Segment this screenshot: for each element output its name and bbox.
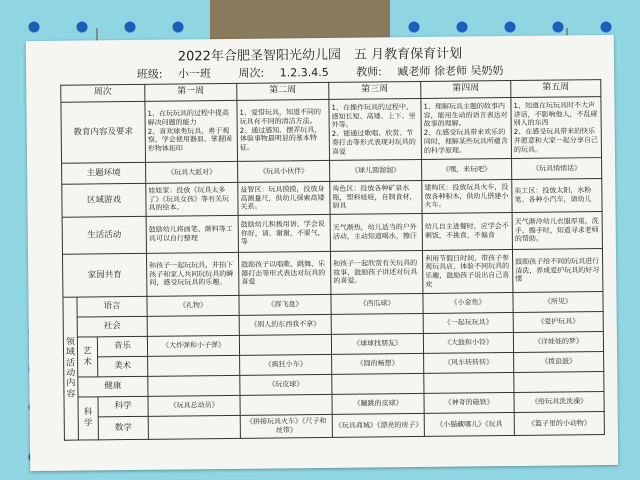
week-header-2: 第二周	[237, 82, 329, 100]
life-cell: 鼓励幼儿将画笔、颜料等工具可以自行整理	[146, 215, 238, 253]
life-row	[62, 212, 602, 255]
content-label: 教育内容及要求	[61, 101, 146, 163]
domain-cell	[424, 372, 514, 393]
science-label: 科学	[78, 397, 98, 440]
class-value: 小一班	[177, 67, 212, 81]
home-label: 家园共育	[62, 253, 146, 297]
content-cell: 1、知道在玩玩具时不大声讲话，不影响他人，不乱碰别人的东西 2、在感受玩具带来的快乐并愿意和大家一起分享自己的玩具。	[511, 97, 602, 159]
theme-cell: 《嘿，来玩吧》	[422, 159, 512, 181]
plan-sheet	[26, 35, 618, 471]
area-cell: 美工区：投放太阳，水粉笔、各种小汽车，请幼儿	[512, 179, 602, 213]
domain-cell	[332, 373, 424, 394]
domain-cell: 《给玩具洗洗澡》	[514, 392, 604, 413]
content-cell: 1、爱惜玩具，知道不同的玩具有不同的清洁方法。 2、通过感知、摆弄玩具，体验事物最明显的基本特征。	[237, 99, 330, 161]
week-header-4: 第四周	[421, 81, 511, 99]
plan-table	[60, 79, 605, 441]
domain-cell: 《所见》	[513, 292, 603, 313]
content-cell: 1、理解玩具主题的故事内容，能用生动的语言表达对故事的理解。 2、在感受玩具带来欢乐的同时，理解某些玩具所蕴含的科学原理。	[421, 98, 512, 160]
theme-cell: 《球儿圆溜溜》	[330, 159, 422, 181]
art-label: 艺术	[77, 337, 97, 377]
home-cell: 利用节假日时间，带孩子参观玩具店，体验不同玩具的乐趣，鼓励孩子说出自己喜欢	[422, 250, 512, 294]
home-cell: 鼓励孩子给不同的玩具进行清洗，养成爱护玩具的好习惯	[512, 249, 602, 293]
domain-cell: 《拨浪鼓》	[514, 352, 604, 373]
domain-cell: 《别人的东西我不拿》	[239, 314, 331, 335]
domain-cell	[514, 372, 604, 393]
content-row	[61, 97, 602, 164]
domain-cell: 《一起玩玩具》	[423, 313, 513, 334]
domain-cell: 《挥飞盘》	[239, 294, 331, 315]
domain-cell: 《篮子里的小动物》	[514, 412, 604, 436]
life-cell: 幼儿自主进餐时，应学会不剩饭，不挑食，不偏食	[422, 213, 512, 251]
domain-cell: 《风车转转转》	[424, 352, 514, 373]
life-label: 生活活动	[62, 216, 146, 254]
content-cell: 1、在操作玩具的过程中，感知长短、高矮、上下、里外等。 2、能通过歌唱、欣赏、节奏打击等形式表现对玩具的喜爱	[329, 98, 422, 160]
teacher-value: 臧老师 徐老师 吴奶奶	[397, 64, 504, 79]
domain-label: 语言	[77, 296, 147, 317]
week-header-1: 第一周	[145, 83, 237, 101]
home-cell: 和孩子一起玩玩具，并拍下孩子和家人共同玩玩具的瞬间，感受玩玩具的乐趣。	[146, 252, 238, 296]
theme-cell: 《玩具小伙伴》	[238, 160, 330, 182]
domain-cell	[147, 315, 239, 336]
domain-cell: 《玩具商城》《漂亮的房子》	[332, 413, 424, 437]
home-row	[62, 249, 602, 298]
corner-cell: 周次	[61, 84, 145, 102]
domain-cell: 《球球找朋友》	[331, 333, 423, 354]
area-label: 区域游戏	[62, 183, 146, 217]
domain-cell: 《玩具总动员》	[148, 395, 240, 416]
wood-wall	[210, 0, 390, 40]
domain-cell: 《疯狂小车》	[240, 354, 332, 375]
domain-cell: 《洋娃娃的梦》	[513, 332, 603, 353]
domain-cell	[148, 415, 240, 439]
class-label: 班级:	[136, 67, 163, 81]
theme-cell: 《玩具悄悄话》	[512, 158, 602, 180]
domain-cell: 《大鼓和小铃》	[423, 333, 513, 354]
domain-label: 健康	[78, 376, 148, 397]
domain-cell: 《爱护玩具》	[513, 312, 603, 333]
domain-row-math	[64, 412, 604, 441]
domain-label: 数学	[98, 416, 148, 440]
domain-cell	[331, 313, 423, 334]
domain-cell	[148, 375, 240, 396]
teacher-label: 教师:	[356, 65, 382, 79]
theme-cell: 《玩具大派对》	[146, 161, 238, 183]
domain-cell: 《蹦跳的皮球》	[332, 393, 424, 414]
domain-cell: 《拼接玩具火车》《尺子和丝带》	[240, 414, 332, 438]
area-cell: 建构区：投放玩具火车，投放各种积木，供幼儿搭建小火车。	[422, 180, 512, 214]
domain-cell: 《小猫藏哪儿》《玩具	[424, 412, 514, 436]
life-cell: 天气渐冷幼儿衣服厚重，洗手、擦手时，知道寻求老师的帮助。	[512, 212, 602, 250]
area-cell: 娃娃家：投放《玩具太多了》《玩具女孩》等有关玩具的绘本。	[146, 182, 238, 216]
home-cell: 鼓励孩子以唱歌、跳舞、乐器打击等形式表达对玩具的喜爱	[238, 251, 330, 295]
weeks-label: 周次:	[238, 66, 265, 80]
domain-label: 美术	[98, 356, 148, 377]
domain-cell: 《圆的畅想》	[332, 353, 424, 374]
content-cell: 1、在玩玩具的过程中提高解决问题的能力 2、喜欢球类玩具，善于观察，学会使用器皿、掌握固形物体拓印	[145, 100, 238, 162]
domain-label: 科学	[98, 396, 148, 417]
domain-cell: 《大炸弹和小子弹》	[147, 335, 239, 356]
plan-title: 2022年合肥圣智阳光幼儿园 五 月教育保育计划	[177, 46, 463, 65]
domain-cell: 《小金鱼》	[423, 293, 513, 314]
domain-cell: 《礼物》	[147, 295, 239, 316]
domain-section-label: 领域活动内容	[63, 297, 78, 440]
weeks-value: 1.2.3.4.5	[279, 65, 329, 80]
domain-cell	[148, 355, 240, 376]
life-cell: 鼓励幼儿积极用语、学会说你好，请，谢谢，不要气，等	[238, 214, 330, 252]
life-cell: 天气渐热，幼儿适当的户外活动，主动知道喝水，擦汗	[330, 213, 422, 251]
domain-cell	[240, 394, 332, 415]
domain-cell: 《神奇的磁铁》	[424, 392, 514, 413]
week-header-3: 第三周	[329, 81, 421, 99]
area-cell: 角色区：投放各种矿泉水瓶，塑料娃娃，自制食材，厨具	[330, 180, 422, 214]
home-cell: 和孩子一起欣赏有关玩具的故事，鼓励孩子讲述对玩具的喜爱。	[330, 250, 422, 294]
week-header-5: 第五周	[511, 80, 601, 98]
area-cell: 益智区：玩具摸摸，投放身高测量尺，供幼儿探索高矮关系。	[238, 181, 330, 215]
domain-cell: 《西瓜球》	[331, 293, 423, 314]
domain-cell	[239, 334, 331, 355]
domain-label: 音乐	[97, 336, 147, 357]
domain-label: 社会	[77, 316, 147, 337]
theme-label: 主题环境	[62, 162, 146, 184]
domain-cell: 《玩皮球》	[240, 374, 332, 395]
